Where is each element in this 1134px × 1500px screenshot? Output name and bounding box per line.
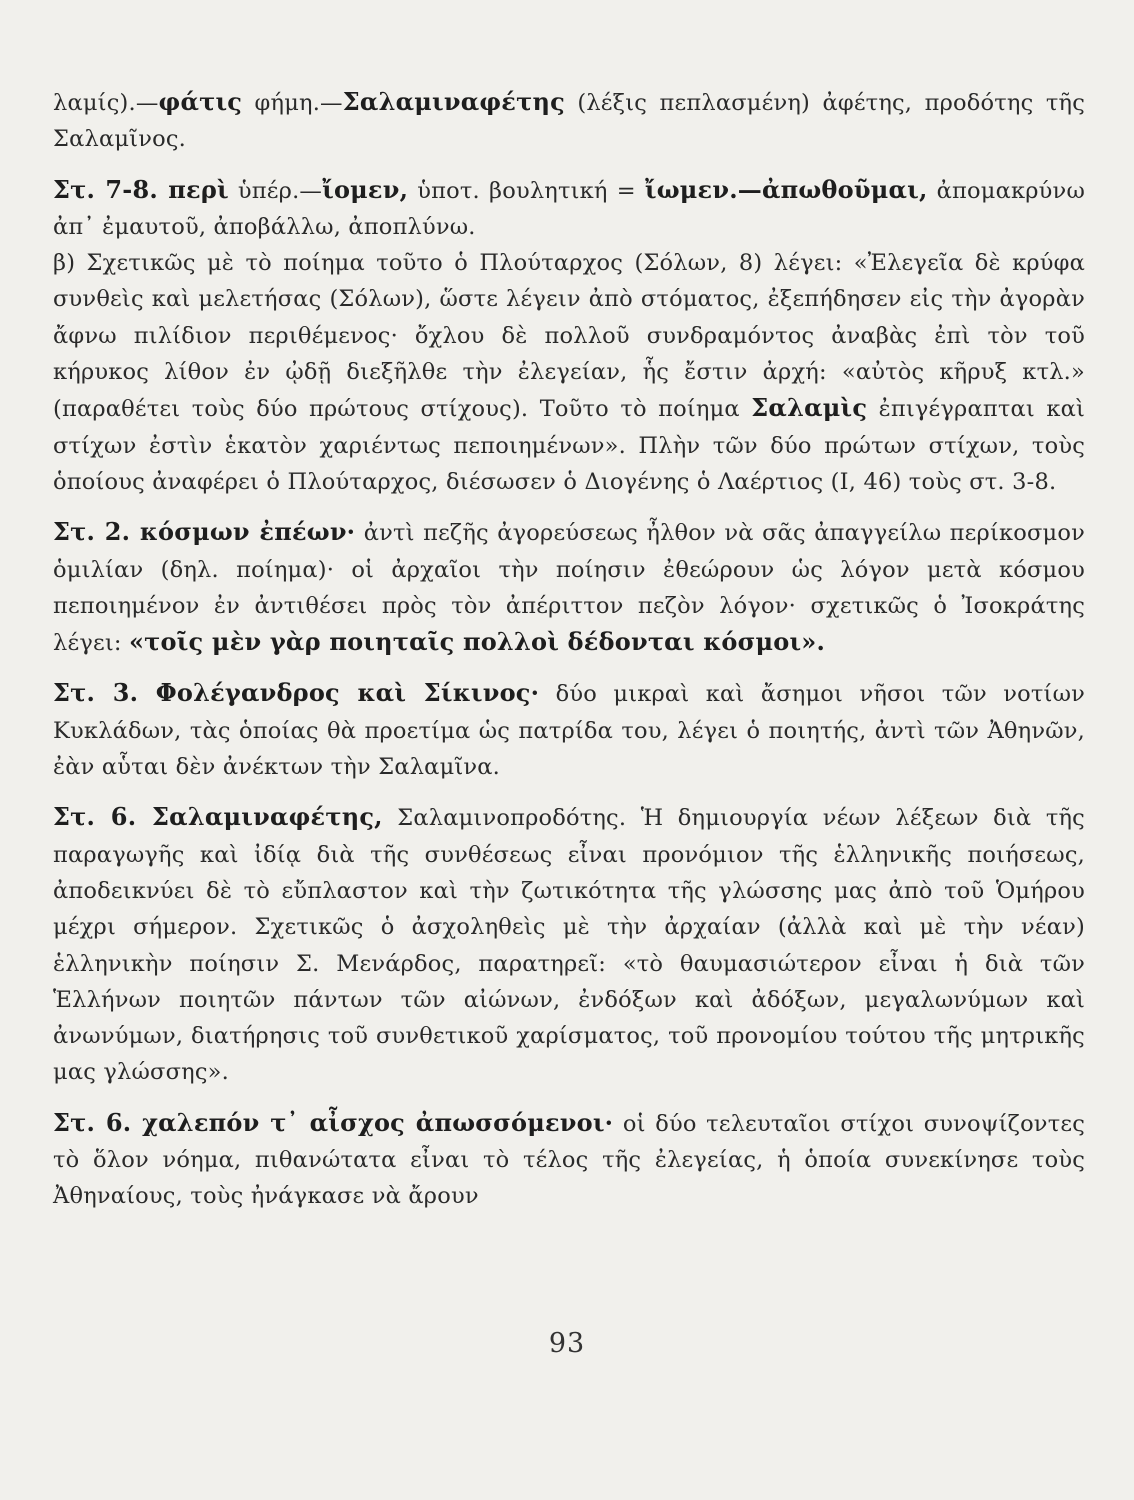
paragraph-4 xyxy=(53,675,1085,785)
bold-term: Στ. 6. χαλεπόν τ᾽ αἶσχος ἀπωσσόμενοι· xyxy=(53,1107,614,1137)
bold-term: Στ. 3. Φολέγανδρος καὶ Σίκινος· xyxy=(53,678,540,708)
paragraph-0 xyxy=(53,84,1085,158)
text-run: ὑποτ. βουλητική = xyxy=(408,177,645,204)
paragraph-3 xyxy=(53,514,1085,661)
bold-term: ἴομεν, xyxy=(322,174,409,204)
text-run: οἱ δύο τελευταῖοι στίχοι συνοψίζοντες τὸ ὅλον νόημα, πιθανώτατα εἶναι τὸ τέλος τῆς ἐλεγείας, ἡ ὁποία συνεκίνησε τοὺς Ἀθηναίους, τοὺς ἠνάγκασε νὰ ἄρουν xyxy=(53,1110,1085,1210)
text-run: φήμη.— xyxy=(242,90,343,116)
text-run: ἐπιγέγραπται καὶ στίχων ἐστὶν ἑκατὸν χαριέντως πεποιημένων». Πλὴν τῶν δύο πρώτων στίχων, τοὺς ὁποίους ἀναφέρει ὁ Πλούταρχος, διέσωσεν ὁ Διογένης ὁ Λαέρτιος (I, 46) τοὺς στ. 3-8. xyxy=(53,396,1085,495)
text-run: ἀντὶ πεζῆς ἀγορεύσεως ἦλθον νὰ σᾶς ἀπαγγείλω περίκοσμον ὁμιλίαν (δηλ. ποίημα)· οἱ ἀρχαῖοι τὴν ποίησιν ἐθεώρουν ὡς λόγον μετὰ κόσμου πεποιημένον ἐν ἀντιθέσει πρὸς τὸν ἀπέριττον πεζὸν λόγον· σχετικῶς ὁ Ἰσοκράτης λέγει: xyxy=(53,520,1085,657)
bold-term: Σαλαμὶς xyxy=(751,393,868,423)
paragraph-1 xyxy=(53,172,1085,246)
text-run: ὑπέρ.— xyxy=(228,177,323,204)
bold-term: Στ. 7-8. περὶ xyxy=(53,174,229,204)
text-run: β) Σχετικῶς μὲ τὸ ποίημα τοῦτο ὁ Πλούταρχος (Σόλων, 8) λέγει: «Ἐλεγεῖα δὲ κρύφα συνθεὶς καὶ μελετήσας (Σόλων), ὥστε λέγειν ἀπὸ στόματος, ἐξεπήδησεν εἰς τὴν ἀγορὰν ἄφνω πιλίδιον περιθέμενος· ὄχλου δὲ πολλοῦ συνδραμόντος ἀναβὰς ἐπὶ τὸν τοῦ κήρυκος λίθον ἐν ᾠδῇ διεξῆλθε τὴν ἐλεγείαν, ἧς ἔστιν ἀρχή: «αὐτὸς κῆρυξ κτλ.» (παραθέτει τοὺς δύο πρώτους στίχους). Τοῦτο τὸ ποίημα xyxy=(53,250,1085,423)
paragraph-6 xyxy=(53,1105,1085,1215)
bold-term: Στ. 6. Σαλαμιναφέτης, xyxy=(53,802,383,832)
bold-term: ἴωμεν.—ἀπωθοῦμαι, xyxy=(644,174,928,204)
bold-term: «τοῖς μὲν γὰρ ποιηταῖς πολλοὶ δέδονται κόσμοι». xyxy=(128,627,826,657)
bold-term: φάτις xyxy=(158,87,243,116)
text-run: δύο μικραὶ καὶ ἄσημοι νῆσοι τῶν νοτίων Κυκλάδων, τὰς ὁποίας θὰ προετίμα ὡς πατρίδα του, λέγει ὁ ποιητής, ἀντὶ τῶν Ἀθηνῶν, ἐὰν αὗται δὲν ἀνέκτων τὴν Σαλαμῖνα. xyxy=(53,681,1086,781)
paragraph-5 xyxy=(53,799,1085,1090)
text-run: ἀπομακρύνω ἀπ᾽ ἐμαυτοῦ, ἀποβάλλω, ἀποπλύνω. xyxy=(53,177,1085,240)
paragraph-2 xyxy=(53,245,1085,500)
bold-term: Στ. 2. κόσμων ἐπέων· xyxy=(53,517,356,547)
bold-term: Σαλαμιναφέτης xyxy=(342,87,565,116)
body-text xyxy=(53,84,1085,1215)
text-run: Σαλαμινοπροδότης. Ἡ δημιουργία νέων λέξεων διὰ τῆς παραγωγῆς καὶ ἰδίᾳ διὰ τῆς συνθέσεως εἶναι προνόμιον τῆς ἑλληνικῆς ποιήσεως, ἀποδεικνύει δὲ τὸ εὔπλαστον καὶ τὴν ζωτικότητα τῆς γλώσσης μας ἀπὸ τοῦ Ὁμήρου μέχρι σήμερον. Σχετικῶς ὁ ἀσχοληθεὶς μὲ τὴν ἀρχαίαν (ἀλλὰ καὶ μὲ τὴν νέαν) ἑλληνικὴν ποίησιν Σ. Μενάρδος, παρατηρεῖ: «τὸ θαυμασιώτερον εἶναι ἡ διὰ τῶν Ἑλλήνων ποιητῶν πάντων τῶν αἰώνων, ἐνδόξων καὶ ἀδόξων, μεγαλωνύμων καὶ ἀνωνύμων, διατήρησις τοῦ συνθετικοῦ χαρίσματος, τοῦ προνομίου τούτου τῆς μητρικῆς μας γλώσσης». xyxy=(53,805,1085,1086)
text-run: λαμίς).— xyxy=(53,90,159,116)
page-number: 93 xyxy=(548,1328,586,1359)
text-run: (λέξις πεπλασμένη) ἀφέτης, προδότης τῆς Σαλαμῖνος. xyxy=(53,90,1085,153)
